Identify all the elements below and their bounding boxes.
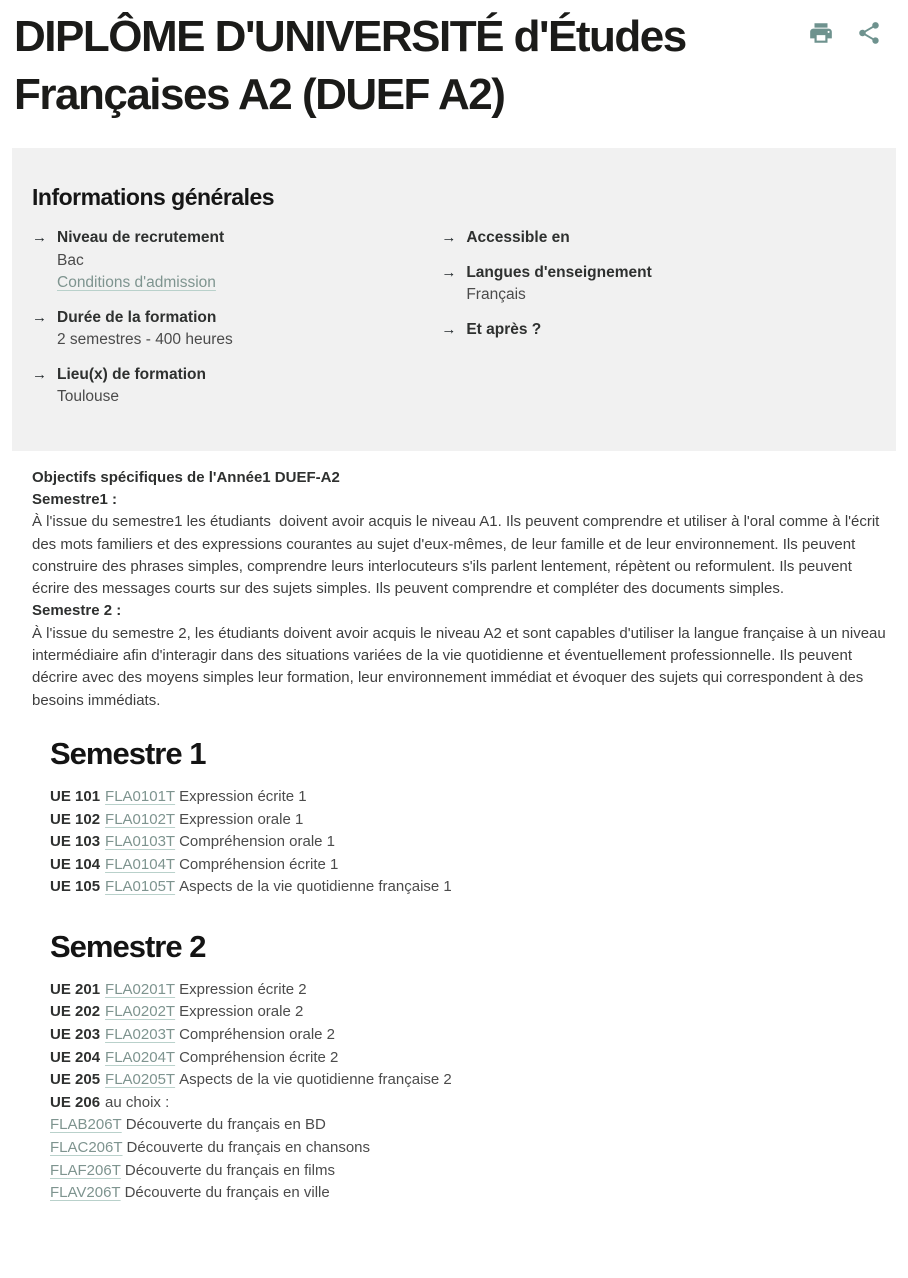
info-item-link-line [57,272,224,295]
page-header [0,0,908,124]
course-row [50,854,908,877]
course-name: Aspects de la vie quotidienne française 2 [179,1071,452,1089]
course-ue: UE 102 [50,810,101,828]
course-name: Découverte du français en chansons [126,1139,371,1157]
info-item-label: Et après ? [466,320,542,338]
course-code-link[interactable]: FLA0104T [105,855,176,873]
course-row [50,876,908,899]
course-ue: UE 204 [50,1048,101,1066]
course-name: au choix : [105,1093,170,1111]
course-row [50,1160,908,1183]
course-row [50,1137,908,1160]
semester-2-course-list [50,979,908,1205]
semestre2-label: Semestre 2 : [32,602,122,620]
course-name: Découverte du français en BD [125,1116,326,1134]
info-box-heading: Informations générales [32,184,275,211]
course-row [50,809,908,832]
info-item-value: 2 semestres - 400 heures [57,331,233,349]
info-columns [32,227,876,421]
info-item-content [57,307,233,352]
semester-2-section [0,929,908,1205]
course-name: Compréhension orale 2 [179,1026,336,1044]
semestre1-text: À l'issue du semestre1 les étudiants doivent avoir acquis le niveau A1. Ils peuvent comprendre et utiliser à l'oral comme à l'écrit des mots familiers et des expressions courantes au sujet d'eux-mêmes, de leur famille et de leur environnement. Ils peuvent construire des phrases simples, comprendre leurs interlocuteurs s'ils parlent lentement, répètent ou reformulent. Ils peuvent écrire des messages courts sur des sujets simples. Ils peuvent comprendre et compléter des documents simples. [32,513,884,598]
arrow-icon: → [32,308,47,326]
course-name: Expression orale 1 [179,810,304,828]
course-name: Expression orale 2 [179,1003,304,1021]
arrow-icon: → [441,320,457,338]
course-code-link[interactable]: FLAF206T [50,1161,121,1179]
course-ue: UE 203 [50,1026,101,1044]
course-row [50,1114,908,1137]
page-title: DIPLÔME D'UNIVERSITÉ d'Études Françaises A2 (DUEF A2) [14,12,686,120]
course-name: Découverte du français en films [124,1161,335,1179]
course-row [50,979,908,1002]
info-item [32,227,441,295]
info-item-content [57,364,206,409]
arrow-icon: → [441,229,457,247]
share-icon[interactable] [856,20,882,46]
header-actions [808,8,882,46]
course-name: Compréhension orale 1 [179,833,336,851]
info-column-right [441,227,876,421]
arrow-icon: → [32,229,47,247]
course-ue: UE 104 [50,855,101,873]
course-code-link[interactable]: FLAC206T [50,1139,123,1157]
info-item [32,307,441,352]
info-item-content [57,227,224,295]
info-column-left [32,227,441,421]
info-link[interactable]: Conditions d'admission [57,274,216,292]
arrow-icon: → [441,263,457,281]
objectives-section [32,467,892,712]
info-item-label: Langues d'enseignement [466,263,652,281]
course-ue: UE 101 [50,787,101,805]
course-ue: UE 103 [50,833,101,851]
semester-1-course-list [50,786,908,899]
print-icon[interactable] [808,20,834,46]
course-row [50,1092,908,1115]
course-ue: UE 202 [50,1003,101,1021]
semestre1-label: Semestre1 : [32,490,118,508]
course-code-link[interactable]: FLAV206T [50,1184,121,1202]
course-row [50,1001,908,1024]
course-ue: UE 201 [50,980,101,998]
course-ue: UE 206 [50,1093,101,1111]
info-item-label: Accessible en [466,229,570,247]
course-row [50,1182,908,1205]
info-item-value: Français [466,286,526,304]
course-name: Aspects de la vie quotidienne française 1 [179,878,452,896]
course-code-link[interactable]: FLA0105T [105,878,176,896]
semester-2-heading: Semestre 2 [50,928,206,964]
course-row [50,786,908,809]
info-item-label: Niveau de recrutement [57,229,225,247]
course-row [50,1047,908,1070]
info-item [441,319,876,342]
info-item [32,364,441,409]
info-item-label: Durée de la formation [57,308,217,326]
semester-1-section [0,736,908,899]
course-code-link[interactable]: FLAB206T [50,1116,122,1134]
course-name: Expression écrite 1 [179,787,307,805]
course-code-link[interactable]: FLA0205T [105,1071,176,1089]
objectives-title: Objectifs spécifiques de l'Année1 DUEF-A2 [32,468,340,486]
course-code-link[interactable]: FLA0101T [105,787,176,805]
semestre2-text: À l'issue du semestre 2, les étudiants doivent avoir acquis le niveau A2 et sont capables d'utiliser la langue française à un niveau intermédiaire afin d'interagir dans des situations variées de la vie quotidienne et éventuellement professionnelle. Ils peuvent décrire avec des moyens simples leur formation, leur environnement immédiat et évoquer des sujets qui correspondent à des besoins immédiats. [32,624,890,709]
semester-1-heading: Semestre 1 [50,735,206,771]
arrow-icon: → [32,365,47,383]
info-item-value: Toulouse [57,388,120,406]
info-item [441,262,876,307]
course-name: Compréhension écrite 1 [179,855,339,873]
course-code-link[interactable]: FLA0102T [105,810,176,828]
course-row [50,1069,908,1092]
course-code-link[interactable]: FLA0203T [105,1026,176,1044]
course-row [50,831,908,854]
course-code-link[interactable]: FLA0201T [105,980,176,998]
course-name: Découverte du français en ville [124,1184,330,1202]
course-code-link[interactable]: FLA0103T [105,833,176,851]
info-item-content [466,319,541,342]
course-row [50,1024,908,1047]
info-item-value: Bac [57,251,84,269]
info-box [12,148,896,451]
course-ue: UE 205 [50,1071,101,1089]
course-code-link[interactable]: FLA0204T [105,1048,176,1066]
course-name: Compréhension écrite 2 [179,1048,339,1066]
info-item-content [466,227,569,250]
course-name: Expression écrite 2 [179,980,307,998]
course-code-link[interactable]: FLA0202T [105,1003,176,1021]
info-item-label: Lieu(x) de formation [57,365,206,383]
info-item-content [466,262,651,307]
info-item [441,227,876,250]
course-ue: UE 105 [50,878,101,896]
